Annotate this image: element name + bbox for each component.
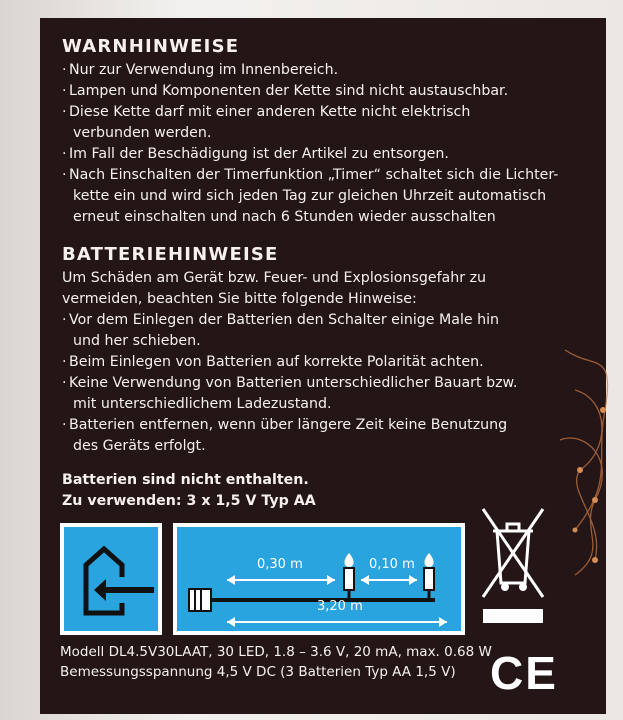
warnings-section (62, 36, 580, 228)
warning-item: · Nur zur Verwendung im Innenbereich. (62, 60, 580, 81)
indoor-house-icon (64, 527, 158, 631)
warning-item: · Im Fall der Beschädigung ist der Artikel zu entsorgen. (62, 144, 580, 165)
battery-item-cont: des Geräts erfolgt. (73, 438, 206, 454)
warning-item-cont: erneut einschalten und nach 6 Stunden wieder ausschalten (73, 209, 496, 225)
battery-intro: Um Schäden am Gerät bzw. Feuer- und Explosionsgefahr zu (62, 270, 487, 286)
battery-item: · Batterien entfernen, wenn über längere Zeit keine Benutzung (62, 415, 580, 436)
dimension-diagram-panel (173, 523, 465, 635)
packaging-panel (40, 18, 606, 714)
warning-item: · Lampen und Komponenten der Kette sind nicht austauschbar. (62, 81, 580, 102)
lead-length-label: 0,30 m (257, 557, 303, 572)
rated-voltage-line: Bemessungsspannung 4,5 V DC (3 Batterien Typ AA 1,5 V) (60, 664, 456, 680)
battery-intro: vermeiden, beachten Sie bitte folgende Hinweise: (62, 291, 417, 307)
battery-section (62, 244, 580, 512)
warnings-title: WARNHINWEISE (62, 36, 240, 57)
copper-wire-decoration (555, 330, 621, 580)
total-length-label: 3,20 m (317, 599, 363, 614)
battery-item: · Vor dem Einlegen der Batterien den Schalter einige Male hin (62, 310, 580, 331)
battery-spec: Zu verwenden: 3 x 1,5 V Typ AA (62, 493, 316, 509)
warning-item: · Diese Kette darf mit einer anderen Kette nicht elektrisch (62, 102, 580, 123)
ce-mark: CE (490, 647, 558, 699)
batteries-not-included: Batterien sind nicht enthalten. (62, 472, 309, 488)
battery-item: · Keine Verwendung von Batterien unterschiedlicher Bauart bzw. (62, 373, 580, 394)
battery-item: · Beim Einlegen von Batterien auf korrekte Polarität achten. (62, 352, 580, 373)
warning-item-cont: verbunden werden. (73, 125, 212, 141)
warning-item: · Nach Einschalten der Timerfunktion „Timer“ schaltet sich die Lichter- (62, 165, 580, 186)
weee-crossed-bin-icon (477, 503, 549, 631)
indoor-icon-panel (60, 523, 162, 635)
battery-item-cont: und her schieben. (73, 333, 201, 349)
model-info (60, 642, 492, 682)
spacing-label: 0,10 m (369, 557, 415, 572)
battery-title: BATTERIEHINWEISE (62, 244, 279, 265)
battery-item-cont: mit unterschiedlichem Ladezustand. (73, 396, 332, 412)
model-line: Modell DL4.5V30LAAT, 30 LED, 1.8 – 3.6 V, 20 mA, max. 0.68 W (60, 644, 492, 660)
warning-item-cont: kette ein und wird sich jeden Tag zur gleichen Uhrzeit automatisch (73, 188, 547, 204)
light-chain-diagram (177, 527, 461, 631)
